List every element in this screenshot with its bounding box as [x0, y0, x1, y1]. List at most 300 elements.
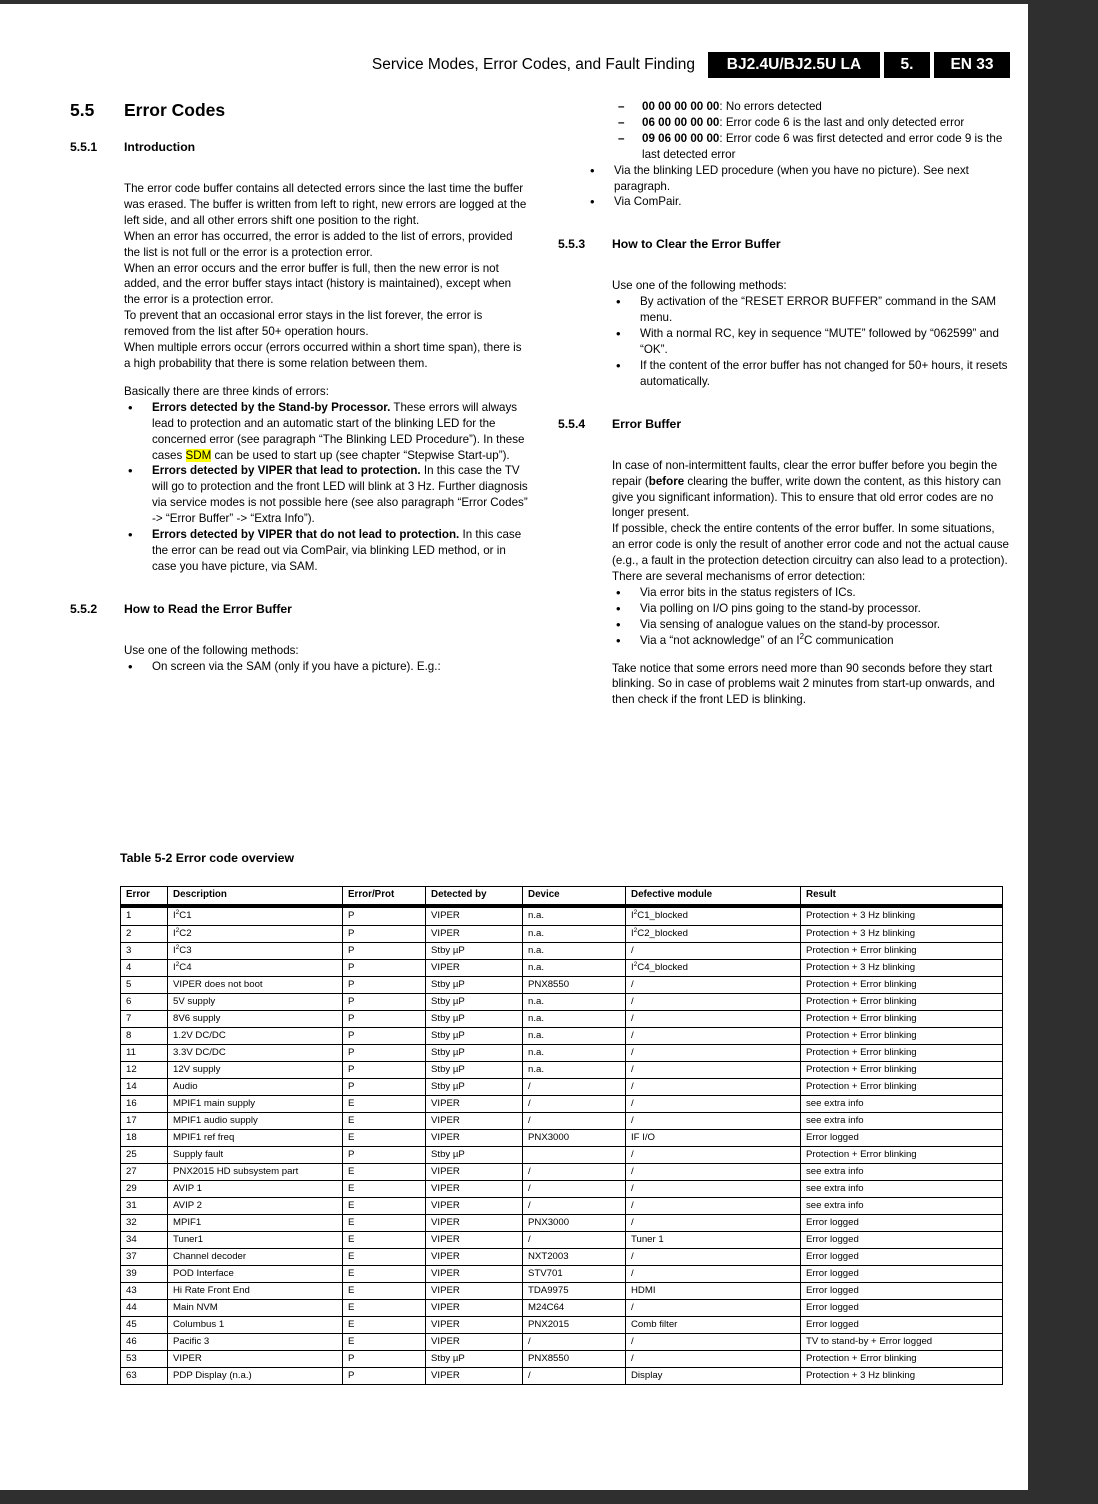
cell-device: PNX8550	[523, 977, 626, 994]
cell-device: n.a.	[523, 1045, 626, 1062]
cell-error: 39	[121, 1266, 168, 1283]
cell-detected-by: VIPER	[426, 1300, 523, 1317]
cell-detected-by: Stby µP	[426, 994, 523, 1011]
example-code: 06 00 00 00 00	[642, 115, 720, 129]
cell-result: Error logged	[801, 1130, 1003, 1147]
cell-detected-by: Stby µP	[426, 1079, 523, 1096]
cell-result: Protection + 3 Hz blinking	[801, 1368, 1003, 1385]
example-code: 00 00 00 00 00	[642, 100, 720, 113]
cell-defective-module: /	[626, 977, 801, 994]
cell-defective-module: Display	[626, 1368, 801, 1385]
cell-error-prot: P	[343, 1011, 426, 1028]
detection-mechanisms-list	[612, 585, 1010, 649]
kind-bold-label: Errors detected by VIPER that lead to protection.	[152, 464, 421, 478]
table-row	[121, 1283, 1003, 1300]
kind-bold-label: Errors detected by VIPER that do not lead to protection.	[152, 528, 460, 542]
example-text: : Error code 6 is the last and only detected error	[719, 115, 965, 129]
cell-device: n.a.	[523, 1028, 626, 1045]
cell-defective-module: /	[626, 1113, 801, 1130]
cell-error-prot: E	[343, 1317, 426, 1334]
cell-error: 63	[121, 1368, 168, 1385]
buffer-text-a: In case of non-intermittent faults, clear the error buffer before you begin the repair (	[612, 458, 998, 488]
cell-detected-by: Stby µP	[426, 1028, 523, 1045]
list-item: • With a normal RC, key in sequence “MUTE” followed by “062599” and “OK”.	[612, 326, 1010, 358]
cell-detected-by: Stby µP	[426, 1045, 523, 1062]
cell-error: 29	[121, 1181, 168, 1198]
cell-defective-module: /	[626, 1249, 801, 1266]
left-column	[70, 99, 530, 675]
cell-defective-module: Tuner 1	[626, 1232, 801, 1249]
header-chassis-badge: BJ2.4U/BJ2.5U LA	[708, 52, 880, 78]
cell-detected-by: VIPER	[426, 960, 523, 977]
cell-error-prot: P	[343, 926, 426, 943]
cell-error: 25	[121, 1147, 168, 1164]
cell-detected-by: VIPER	[426, 1317, 523, 1334]
cell-error: 37	[121, 1249, 168, 1266]
cell-error-prot: E	[343, 1096, 426, 1113]
cell-defective-module: /	[626, 1181, 801, 1198]
cell-result: Protection + Error blinking	[801, 1028, 1003, 1045]
cell-description: PNX2015 HD subsystem part	[168, 1164, 343, 1181]
cell-detected-by: VIPER	[426, 1283, 523, 1300]
clear-buffer-body	[612, 278, 1010, 389]
i2c-text-pre: Via a “not acknowledge” of an I	[640, 633, 800, 647]
cell-error-prot: E	[343, 1164, 426, 1181]
table-row	[121, 1300, 1003, 1317]
cell-device: PNX8550	[523, 1351, 626, 1368]
cell-defective-module: Comb filter	[626, 1317, 801, 1334]
cell-result: Error logged	[801, 1249, 1003, 1266]
cell-description: Hi Rate Front End	[168, 1283, 343, 1300]
cell-error-prot: E	[343, 1215, 426, 1232]
error-kinds-list	[124, 400, 530, 575]
cell-error: 3	[121, 943, 168, 960]
cell-defective-module: /	[626, 1011, 801, 1028]
intro-paragraph: When an error occurs and the error buffer is full, then the new error is not added, and the error buffer stays intact (history is maintained), except when the error is a protection error.	[124, 261, 512, 307]
cell-defective-module: /	[626, 1266, 801, 1283]
list-item	[124, 400, 530, 464]
superscript-2: 2	[633, 909, 638, 917]
cell-detected-by: VIPER	[426, 1232, 523, 1249]
section-title-5-5-1: Introduction	[124, 140, 196, 154]
cell-description: AVIP 1	[168, 1181, 343, 1198]
cell-description: 5V supply	[168, 994, 343, 1011]
clear-methods-list	[612, 294, 1010, 389]
error-code-overview-table	[120, 886, 1003, 1385]
read-buffer-body	[124, 643, 530, 675]
cell-device: PNX3000	[523, 1130, 626, 1147]
cell-device: NXT2003	[523, 1249, 626, 1266]
cell-description: Tuner1	[168, 1232, 343, 1249]
cell-result: TV to stand-by + Error logged	[801, 1334, 1003, 1351]
cell-error: 16	[121, 1096, 168, 1113]
cell-detected-by: Stby µP	[426, 1062, 523, 1079]
table-row	[121, 1215, 1003, 1232]
section-heading-5-5	[70, 99, 530, 121]
table-row	[121, 1113, 1003, 1130]
cell-detected-by: VIPER	[426, 1113, 523, 1130]
table-row	[121, 977, 1003, 994]
cell-device: TDA9975	[523, 1283, 626, 1300]
i2c-text-post: C communication	[804, 633, 894, 647]
cell-result: Protection + Error blinking	[801, 1062, 1003, 1079]
cell-error: 11	[121, 1045, 168, 1062]
section-number-5-5-4: 5.5.4	[558, 416, 586, 431]
cell-defective-module: IF I/O	[626, 1130, 801, 1147]
table-body	[121, 906, 1003, 1385]
cell-error: 31	[121, 1198, 168, 1215]
cell-error-prot: E	[343, 1130, 426, 1147]
cell-detected-by: Stby µP	[426, 1351, 523, 1368]
cell-detected-by: VIPER	[426, 1334, 523, 1351]
cell-defective-module: /	[626, 1300, 801, 1317]
table-header-row	[121, 887, 1003, 906]
cell-defective-module: /	[626, 1147, 801, 1164]
cell-device: /	[523, 1164, 626, 1181]
cell-error-prot: P	[343, 1028, 426, 1045]
intro-body	[124, 181, 530, 575]
cell-result: see extra info	[801, 1096, 1003, 1113]
table-row	[121, 1368, 1003, 1385]
cell-device: n.a.	[523, 906, 626, 926]
cell-device: STV701	[523, 1266, 626, 1283]
example-text: : No errors detected	[719, 100, 822, 113]
cell-defective-module: /	[626, 1079, 801, 1096]
cell-defective-module: /	[626, 1351, 801, 1368]
cell-description: Columbus 1	[168, 1317, 343, 1334]
cell-description: MPIF1 ref freq	[168, 1130, 343, 1147]
cell-defective-module: /	[626, 1096, 801, 1113]
cell-device: /	[523, 1198, 626, 1215]
cell-device: n.a.	[523, 926, 626, 943]
cell-result: Protection + Error blinking	[801, 943, 1003, 960]
page-surround-right	[1028, 0, 1098, 1504]
cell-error: 2	[121, 926, 168, 943]
cell-defective-module: /	[626, 1062, 801, 1079]
cell-description: Main NVM	[168, 1300, 343, 1317]
cell-description: VIPER	[168, 1351, 343, 1368]
cell-defective-module: /	[626, 1215, 801, 1232]
cell-detected-by: VIPER	[426, 1215, 523, 1232]
section-heading-5-5-1	[70, 139, 530, 155]
cell-result: see extra info	[801, 1198, 1003, 1215]
list-item: • Via sensing of analogue values on the stand-by processor.	[612, 617, 1010, 633]
intro-paragraph: To prevent that an occasional error stays in the list forever, the error is removed from the list after 50+ operation hours.	[124, 309, 483, 339]
cell-device: M24C64	[523, 1300, 626, 1317]
cell-error: 34	[121, 1232, 168, 1249]
section-number-5-5-2: 5.5.2	[70, 601, 98, 616]
cell-result: Protection + Error blinking	[801, 977, 1003, 994]
cell-error-prot: E	[343, 1181, 426, 1198]
cell-error-prot: P	[343, 1368, 426, 1385]
cell-detected-by: VIPER	[426, 1249, 523, 1266]
kind-text-after-highlight: can be used to start up (see chapter “Stepwise Start-up”).	[211, 448, 510, 462]
table-caption: Table 5-2 Error code overview	[120, 851, 295, 865]
table-row	[121, 1164, 1003, 1181]
cell-defective-module: /	[626, 1045, 801, 1062]
cell-description: Supply fault	[168, 1147, 343, 1164]
right-column	[558, 99, 1010, 708]
read-lead: Use one of the following methods:	[124, 643, 299, 657]
cell-description: MPIF1	[168, 1215, 343, 1232]
cell-description: VIPER does not boot	[168, 977, 343, 994]
superscript-2: 2	[633, 926, 638, 934]
cell-error: 8	[121, 1028, 168, 1045]
cell-description: 3.3V DC/DC	[168, 1045, 343, 1062]
header-page-badge: EN 33	[934, 52, 1010, 78]
section-title-5-5-4: Error Buffer	[612, 416, 682, 431]
cell-description: $I^2C1$	[168, 906, 343, 926]
table-row	[121, 994, 1003, 1011]
cell-detected-by: VIPER	[426, 906, 523, 926]
table-row	[121, 1011, 1003, 1028]
cell-result: Protection + Error blinking	[801, 1045, 1003, 1062]
table-row	[121, 1249, 1003, 1266]
kind-bold-label: Errors detected by the Stand-by Processor.	[152, 400, 391, 414]
cell-detected-by: VIPER	[426, 926, 523, 943]
table-row	[121, 943, 1003, 960]
section-title-5-5: Error Codes	[124, 100, 226, 120]
cell-detected-by: VIPER	[426, 1164, 523, 1181]
cell-defective-module: /	[626, 1028, 801, 1045]
list-item	[124, 463, 530, 527]
cell-error: 14	[121, 1079, 168, 1096]
list-item: • By activation of the “RESET ERROR BUFFER” command in the SAM menu.	[612, 294, 1010, 326]
superscript-2: 2	[633, 960, 638, 968]
cell-result: see extra info	[801, 1113, 1003, 1130]
cell-detected-by: VIPER	[426, 1198, 523, 1215]
cell-error-prot: P	[343, 1062, 426, 1079]
cell-description: $I^2C4$	[168, 960, 343, 977]
cell-result: Protection + Error blinking	[801, 1011, 1003, 1028]
cell-error: 7	[121, 1011, 168, 1028]
table-row	[121, 1198, 1003, 1215]
cell-result: see extra info	[801, 1181, 1003, 1198]
cell-error-prot: E	[343, 1198, 426, 1215]
column-header-defective-module: Defective module	[626, 887, 801, 906]
cell-description: 8V6 supply	[168, 1011, 343, 1028]
cell-result: Error logged	[801, 1215, 1003, 1232]
table-row	[121, 1130, 1003, 1147]
kind-text: In this case the error can be read out via ComPair, via blinking LED method, or in case you have picture, via SAM.	[152, 528, 522, 573]
cell-device: /	[523, 1079, 626, 1096]
list-item	[124, 527, 530, 575]
intro-paragraph: When multiple errors occur (errors occurred within a short time span), there is a high probability that there is some relation between them.	[124, 341, 522, 370]
example-code: 09 06 00 00 00	[642, 131, 720, 145]
section-title-5-5-3: How to Clear the Error Buffer	[612, 237, 781, 252]
cell-error-prot: P	[343, 960, 426, 977]
table-row	[121, 1334, 1003, 1351]
cell-device: /	[523, 1368, 626, 1385]
kind-text-before-highlight: These errors will always lead to protection and an automatic start of the blinking LED for the concerned error (see paragraph “The Blinking LED Procedure”). In these cases	[152, 400, 525, 462]
cell-description: Audio	[168, 1079, 343, 1096]
section-number-5-5: 5.5	[70, 100, 95, 120]
cell-error-prot: P	[343, 1351, 426, 1368]
cell-description: AVIP 2	[168, 1198, 343, 1215]
cell-result: Protection + 3 Hz blinking	[801, 906, 1003, 926]
cell-error: 6	[121, 994, 168, 1011]
clear-lead: Use one of the following methods:	[612, 279, 787, 293]
read-methods-continued-list	[586, 163, 1010, 211]
cell-error: 53	[121, 1351, 168, 1368]
cell-device: /	[523, 1113, 626, 1130]
cell-error: 12	[121, 1062, 168, 1079]
list-item: • If the content of the error buffer has not changed for 50+ hours, it resets automatically.	[612, 358, 1010, 390]
cell-error: 44	[121, 1300, 168, 1317]
header-title: Service Modes, Error Codes, and Fault Finding	[371, 56, 695, 73]
page-surround-bottom	[0, 1490, 1098, 1504]
cell-error-prot: P	[343, 1045, 426, 1062]
list-item: • Via polling on I/O pins going to the stand-by processor.	[612, 601, 1010, 617]
column-header-result: Result	[801, 887, 1003, 906]
cell-defective-module: $I^2C4\_blocked$	[626, 960, 801, 977]
read-methods-list	[124, 659, 530, 675]
cell-defective-module: $I^2C1\_blocked$	[626, 906, 801, 926]
table-row	[121, 1232, 1003, 1249]
example-text: : Error code 6 was first detected and error code 9 is the last detected error	[642, 131, 1003, 161]
cell-result: see extra info	[801, 1164, 1003, 1181]
cell-error: 17	[121, 1113, 168, 1130]
cell-device	[523, 1147, 626, 1164]
cell-error-prot: E	[343, 1334, 426, 1351]
running-header	[0, 52, 1010, 78]
table-row	[121, 1317, 1003, 1334]
cell-result: Error logged	[801, 1300, 1003, 1317]
cell-result: Error logged	[801, 1232, 1003, 1249]
cell-device: n.a.	[523, 1011, 626, 1028]
section-heading-5-5-2	[70, 601, 530, 617]
cell-device: n.a.	[523, 943, 626, 960]
cell-error: 4	[121, 960, 168, 977]
cell-description: Pacific 3	[168, 1334, 343, 1351]
cell-detected-by: Stby µP	[426, 943, 523, 960]
cell-detected-by: VIPER	[426, 1368, 523, 1385]
list-item: • Via the blinking LED procedure (when you have no picture). See next paragraph.	[586, 163, 1010, 195]
kinds-lead: Basically there are three kinds of errors:	[124, 384, 329, 398]
cell-result: Error logged	[801, 1317, 1003, 1334]
cell-error: 46	[121, 1334, 168, 1351]
cell-description: POD Interface	[168, 1266, 343, 1283]
cell-description: $I^2C3$	[168, 943, 343, 960]
cell-error-prot: E	[343, 1300, 426, 1317]
cell-description: MPIF1 audio supply	[168, 1113, 343, 1130]
cell-detected-by: VIPER	[426, 1181, 523, 1198]
mechanisms-lead: There are several mechanisms of error detection:	[612, 570, 866, 584]
section-number-5-5-1: 5.5.1	[70, 140, 98, 154]
list-item	[614, 131, 1010, 163]
column-header-error-prot: Error/Prot	[343, 887, 426, 906]
cell-error-prot: P	[343, 994, 426, 1011]
cell-result: Protection + Error blinking	[801, 1079, 1003, 1096]
cell-device: PNX2015	[523, 1317, 626, 1334]
cell-defective-module: $I^2C2\_blocked$	[626, 926, 801, 943]
cell-description: PDP Display (n.a.)	[168, 1368, 343, 1385]
cell-error-prot: P	[343, 1079, 426, 1096]
cell-error: 32	[121, 1215, 168, 1232]
cell-defective-module: /	[626, 994, 801, 1011]
table-row	[121, 1181, 1003, 1198]
column-header-error: Error	[121, 887, 168, 906]
sdm-highlight: SDM	[185, 448, 212, 462]
list-item	[614, 99, 1010, 115]
cell-detected-by: VIPER	[426, 1096, 523, 1113]
cell-error: 1	[121, 906, 168, 926]
cell-device: n.a.	[523, 960, 626, 977]
table-row	[121, 1045, 1003, 1062]
cell-error-prot: E	[343, 1266, 426, 1283]
section-title-5-5-2: How to Read the Error Buffer	[124, 601, 292, 616]
cell-description: 1.2V DC/DC	[168, 1028, 343, 1045]
cell-device: /	[523, 1181, 626, 1198]
cell-description: 12V supply	[168, 1062, 343, 1079]
cell-detected-by: Stby µP	[426, 977, 523, 994]
cell-device: n.a.	[523, 1062, 626, 1079]
buffer-paragraph-1	[612, 458, 1010, 522]
cell-error: 27	[121, 1164, 168, 1181]
cell-result: Protection + Error blinking	[801, 1147, 1003, 1164]
section-number-5-5-3: 5.5.3	[558, 237, 586, 252]
page-sheet	[0, 4, 1028, 1490]
cell-error: 18	[121, 1130, 168, 1147]
cell-device: /	[523, 1334, 626, 1351]
list-item	[614, 115, 1010, 131]
cell-error-prot: P	[343, 1147, 426, 1164]
cell-result: Protection + Error blinking	[801, 1351, 1003, 1368]
buffer-text-b: clearing the buffer, write down the content, as this history can give you significant information). This to ensure that old error codes are no longer present.	[612, 474, 1002, 520]
superscript-2: 2	[175, 943, 180, 951]
i2c-superscript: 2	[799, 631, 805, 641]
cell-result: Protection + Error blinking	[801, 994, 1003, 1011]
list-item	[612, 633, 1010, 649]
cell-description: MPIF1 main supply	[168, 1096, 343, 1113]
table-row	[121, 1266, 1003, 1283]
cell-defective-module: /	[626, 1164, 801, 1181]
cell-defective-module: /	[626, 1198, 801, 1215]
cell-result: Protection + 3 Hz blinking	[801, 926, 1003, 943]
intro-paragraph: The error code buffer contains all detected errors since the last time the buffer was erased. The buffer is written from left to right, new errors are logged at the left side, and all other errors shift one position to the right.	[124, 182, 527, 227]
header-chapter-badge: 5.	[884, 52, 930, 78]
superscript-2: 2	[175, 926, 180, 934]
cell-device: /	[523, 1096, 626, 1113]
error-buffer-examples-list	[614, 99, 1010, 163]
cell-error-prot: P	[343, 943, 426, 960]
cell-description: $I^2C2$	[168, 926, 343, 943]
column-header-detected-by: Detected by	[426, 887, 523, 906]
cell-error: 45	[121, 1317, 168, 1334]
cell-error: 5	[121, 977, 168, 994]
superscript-2: 2	[175, 960, 180, 968]
section-heading-5-5-4	[558, 416, 1010, 432]
table-row	[121, 1351, 1003, 1368]
cell-error-prot: P	[343, 906, 426, 926]
table-row	[121, 906, 1003, 926]
cell-device: PNX3000	[523, 1215, 626, 1232]
cell-description: Channel decoder	[168, 1249, 343, 1266]
table-row	[121, 1062, 1003, 1079]
cell-error-prot: E	[343, 1232, 426, 1249]
intro-paragraph: When an error has occurred, the error is added to the list of errors, provided the list is not full or the error is a protection error.	[124, 229, 513, 259]
table-row	[121, 1096, 1003, 1113]
cell-error-prot: E	[343, 1113, 426, 1130]
list-item: • On screen via the SAM (only if you have a picture). E.g.:	[124, 659, 530, 675]
cell-device: n.a.	[523, 994, 626, 1011]
table-row	[121, 1079, 1003, 1096]
list-item: • Via ComPair.	[586, 194, 1010, 210]
table-row	[121, 1028, 1003, 1045]
table-row	[121, 1147, 1003, 1164]
cell-detected-by: VIPER	[426, 1130, 523, 1147]
table-row	[121, 926, 1003, 943]
